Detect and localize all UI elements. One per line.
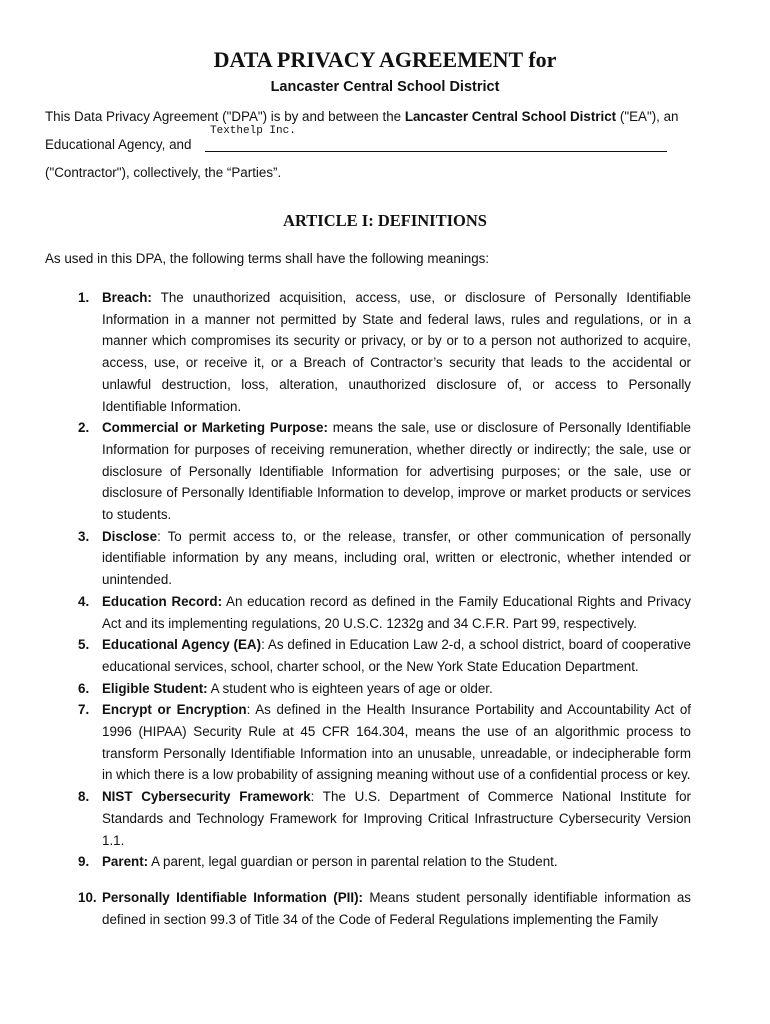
definition-text: A student who is eighteen years of age or older. [207,680,493,696]
definition-number: 10. [78,889,97,905]
definitions-list [45,287,691,930]
definition-number: 3. [78,528,90,544]
intro-line-1 [45,108,695,125]
district-name: Lancaster Central School District [404,109,617,124]
definition-text: A parent, legal guardian or person in parental relation to the Student. [148,854,558,870]
definition-number: 6. [78,680,90,696]
definition-item [45,634,691,677]
definition-term: Commercial or Marketing Purpose: [102,420,328,436]
definition-number: 1. [78,290,90,305]
definition-item [45,699,691,786]
definition-item [45,526,691,591]
definition-number: 4. [78,593,90,609]
definition-term: Parent: [102,854,149,870]
definition-term: Education Record: [102,593,223,609]
definition-term: Educational Agency (EA) [102,637,262,653]
intro-line-2 [45,125,685,157]
contractor-name: Texthelp Inc. [210,125,296,137]
definition-text: Means student personally identifiable information as defined in section 99.3 of Title 34 of the Code of Federal Regulations implementing the Family [102,889,691,927]
definition-number: 5. [78,637,90,653]
definition-text: An education record as defined in the Family Educational Rights and Privacy Act and its implementing regulations, 20 U.S.C. 1232g and 34 C.F.R. Part 99, respectively. [102,593,692,631]
definition-term: Breach: [102,290,152,305]
definition-text: means the sale, use or disclosure of Personally Identifiable Information for purposes of receiving remuneration, whether directly or indirectly; the sale, use or disclosure of Personally Identifiable Information for advertising purposes; or the sale, use or disclosure of Personally Identifiable Information to develop, improve or market products or services to students. [102,420,691,523]
definition-item [45,287,691,417]
definition-term: Personally Identifiable Information (PII): [102,889,364,905]
definition-text: : To permit access to, or the release, transfer, or other communication of personally identifiable information by any means, including oral, written or electronic, whether intended or unintended. [102,528,691,588]
intro-text: This Data Privacy Agreement ("DPA") is by and between the [45,109,405,124]
definition-text: The unauthorized acquisition, access, use, or disclosure of Personally Identifiable Information in a manner not permitted by State and federal laws, rules and regulations, or in a manner which compromises its security or privacy, or by or to a person not authorized to acquire, access, use, or receive it, or a Breach of Contractor’s security that leads to the accidental or unlawful destruction, loss, alteration, unauthorized disclosure of, or access to Personally Identifiable Information. [102,290,691,414]
definition-item [45,786,691,851]
definitions-lead: As used in this DPA, the following terms shall have the following meanings: [45,251,490,266]
definition-item [45,591,691,634]
intro-text-end: ("EA"), an [616,109,679,124]
document-subtitle: Lancaster Central School District [270,79,500,95]
document-title: DATA PRIVACY AGREEMENT for [213,47,557,72]
definition-term: Encrypt or Encryption [102,702,247,718]
definition-text: : As defined in Education Law 2-d, a school district, board of cooperative educational services, school, charter school, or the New York State Education Department. [102,637,692,674]
definition-term: Eligible Student: [102,680,208,696]
definition-number: 8. [78,789,90,805]
intro-line-3: ("Contractor"), collectively, the “Parties”. [45,165,282,180]
article-heading: ARTICLE I: DEFINITIONS [283,211,487,230]
definition-item [45,851,691,873]
definition-number: 7. [78,702,90,718]
definition-term: NIST Cybersecurity Framework [102,789,311,805]
definition-text: : The U.S. Department of Commerce National Institute for Standards and Technology Framework for Improving Critical Infrastructure Cybersecurity Version 1.1. [102,789,691,848]
definition-item [45,678,691,700]
definition-term: Disclose [102,528,158,544]
educational-agency-text: Educational Agency, and [45,137,192,152]
definition-number: 2. [78,420,90,436]
definition-item [45,417,691,526]
definition-number: 9. [78,854,90,870]
contractor-name-field[interactable] [205,125,667,152]
definition-item [45,887,691,930]
definition-text: : As defined in the Health Insurance Portability and Accountability Act of 1996 (HIPAA) Security Rule at 45 CFR 164.304, means the use of an algorithmic process to transform Personally Identifiable Information into an unusable, unreadable, or indecipherable form in which there is a low probability of assigning meaning without use of a confidential process or key. [102,702,691,783]
